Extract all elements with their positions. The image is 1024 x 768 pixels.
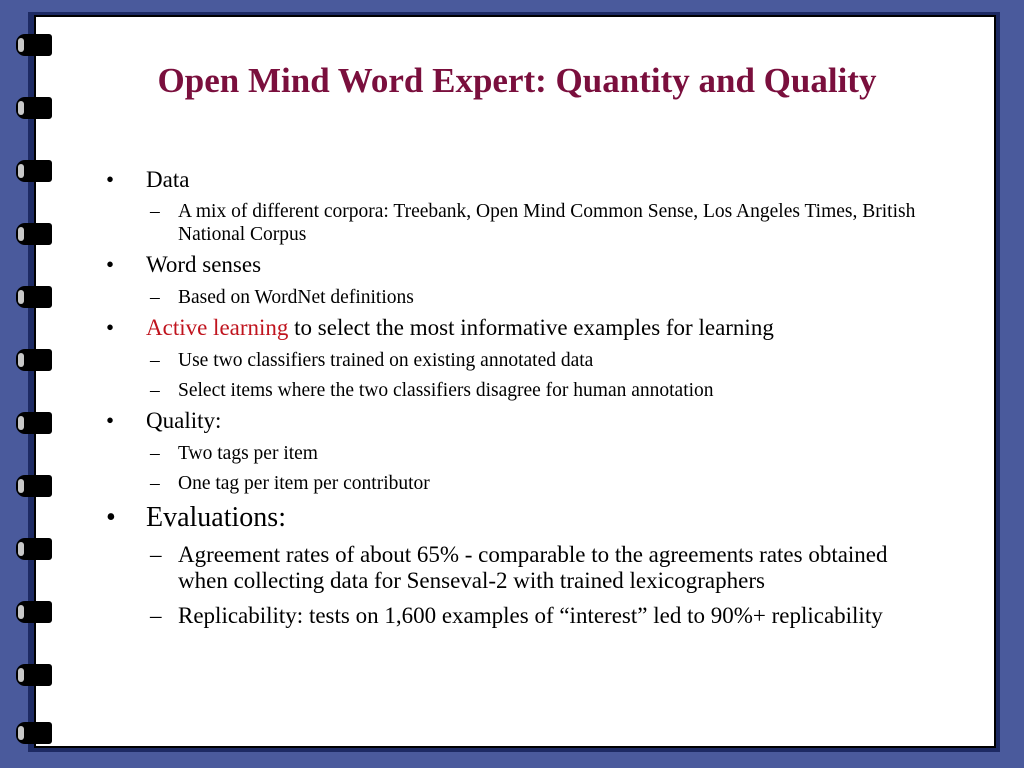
bullet-glyph: • [106, 167, 115, 192]
bullet-glyph: • [106, 252, 115, 278]
bullet-outline [106, 161, 926, 629]
sub-bullet-text: Agreement rates of about 65% - comparable to the agreements rates obtained when collecting data for Senseval-2 with trained lexicographers [178, 541, 888, 594]
bullet-glyph: • [106, 501, 116, 533]
bullet-active-learning [106, 315, 926, 341]
dash-glyph: – [150, 442, 160, 464]
sub-bullet-wordnet [150, 287, 926, 309]
bullet-data [106, 167, 926, 193]
active-learning-highlight: Active learning [146, 315, 289, 341]
bullet-text: Evaluations: [146, 501, 286, 533]
bullet-glyph: • [106, 315, 115, 341]
sub-bullet-disagree [150, 380, 926, 402]
sub-bullet-text: Based on WordNet definitions [178, 286, 414, 308]
sub-bullet-text: Select items where the two classifiers disagree for human annotation [178, 380, 714, 401]
dash-glyph: – [150, 380, 160, 401]
binder-ring-icon [14, 349, 54, 371]
slide [34, 15, 996, 748]
sub-bullet-text: Two tags per item [178, 442, 318, 464]
binder-ring-icon [14, 412, 54, 434]
binder-ring-icon [14, 223, 54, 245]
bullet-text: Quality: [146, 408, 222, 434]
binder-ring-icon [14, 664, 54, 686]
binder-ring-icon [14, 160, 54, 182]
binder-ring-icon [14, 475, 54, 497]
bullet-word-senses [106, 252, 926, 278]
sub-bullet-text: Replicability: tests on 1,600 examples of “interest” led to 90%+ replicability [178, 602, 883, 628]
dash-glyph: – [150, 286, 160, 308]
sub-bullet-two-tags [150, 443, 926, 465]
binder-ring-icon [14, 538, 54, 560]
binder-ring-icon [14, 286, 54, 308]
sub-bullet-text: A mix of different corpora: Treebank, Open Mind Common Sense, Los Angeles Times, British National Corpus [178, 201, 916, 245]
slide-title: Open Mind Word Expert: Quantity and Quality [157, 61, 877, 100]
bullet-text: Word senses [146, 252, 262, 278]
binder-ring-icon [14, 97, 54, 119]
dash-glyph: – [150, 473, 160, 495]
binder-ring-icon [14, 601, 54, 623]
sub-bullet-agreement [150, 542, 926, 595]
dash-glyph: – [150, 602, 162, 628]
bullet-glyph: • [106, 408, 115, 434]
sub-bullet-text: One tag per item per contributor [178, 473, 430, 495]
sub-bullet-corpora [150, 201, 926, 246]
bullet-evaluations [106, 502, 926, 534]
binder-ring-icon [14, 722, 54, 744]
bullet-text: Data [146, 167, 190, 192]
bullet-text: to select the most informative examples for learning [288, 315, 774, 341]
sub-bullet-one-tag [150, 473, 926, 495]
dash-glyph: – [150, 541, 162, 567]
bullet-quality [106, 408, 926, 434]
dash-glyph: – [150, 349, 160, 371]
dash-glyph: – [150, 201, 160, 223]
sub-bullet-classifiers [150, 350, 926, 372]
binder-ring-icon [14, 34, 54, 56]
sub-bullet-replicability [150, 603, 926, 629]
sub-bullet-text: Use two classifiers trained on existing annotated data [178, 349, 594, 371]
